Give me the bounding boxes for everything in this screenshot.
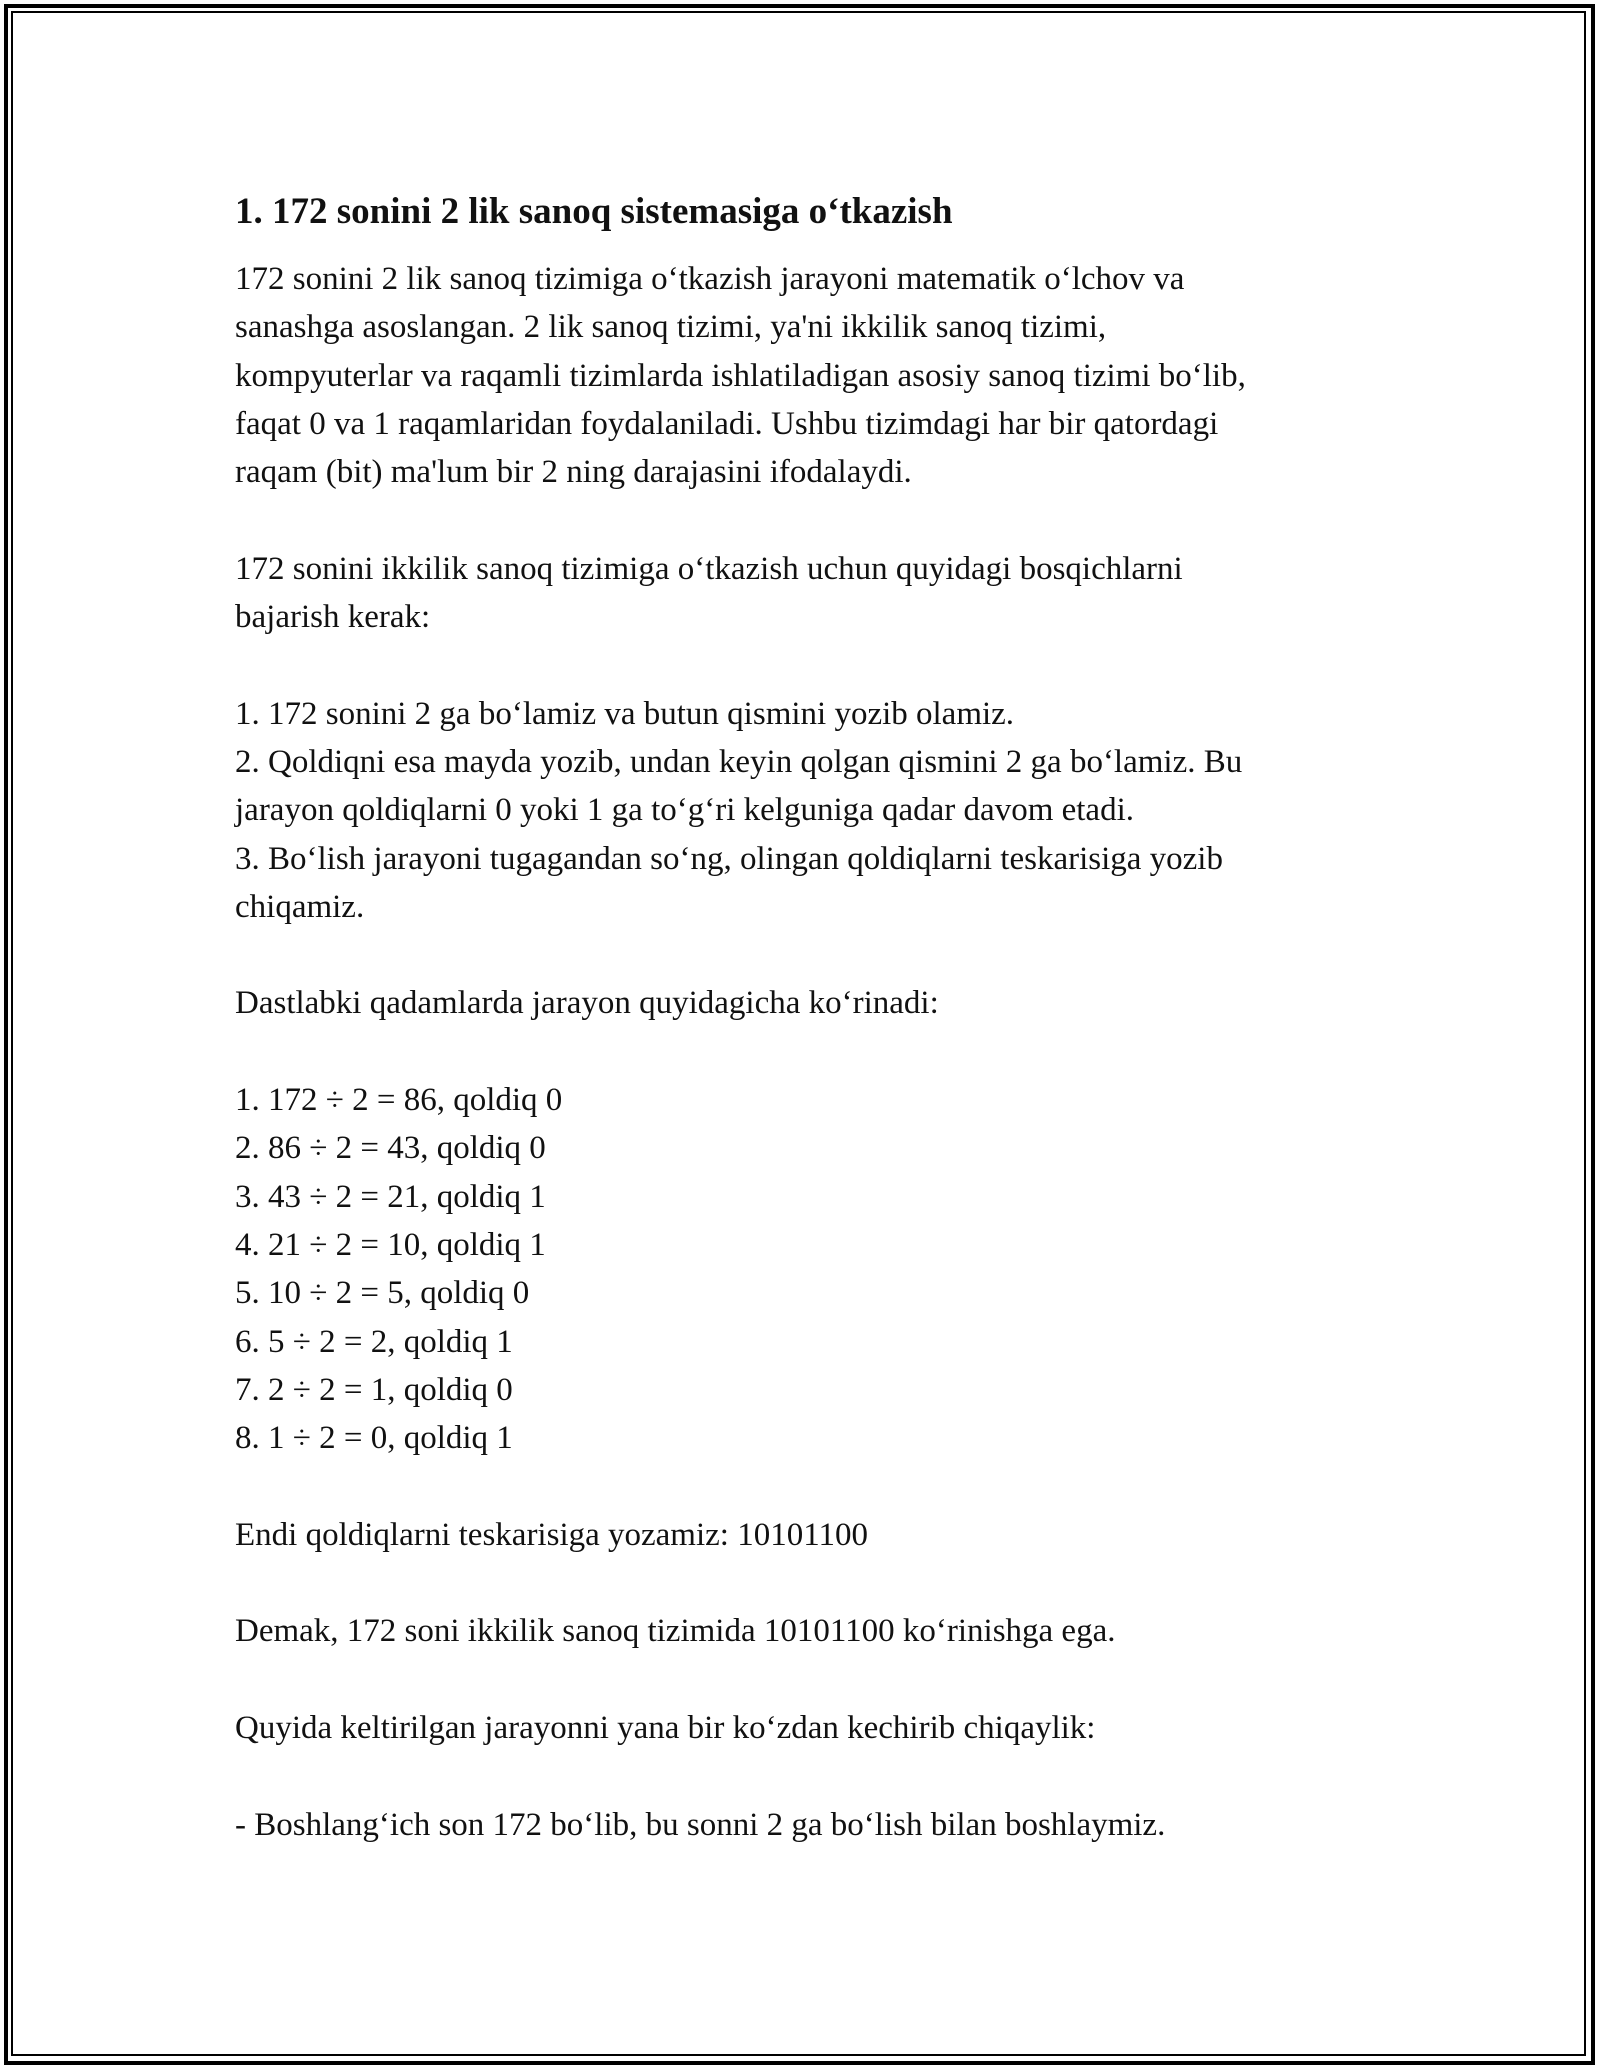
intro-line: kompyuterlar va raqamli tizimlarda ishlatiladigan asosiy sanoq tizimi bo‘lib, <box>235 357 1246 394</box>
steps-intro-line: bajarish kerak: <box>235 599 431 636</box>
intro-line: 172 sonini 2 lik sanoq tizimiga o‘tkazish jarayoni matematik o‘lchov va <box>235 261 1185 297</box>
process-intro: Dastlabki qadamlarda jarayon quyidagicha ko‘rinadi: <box>235 985 939 1022</box>
steps-intro-paragraph <box>235 545 1365 642</box>
division-step: 1. 172 ÷ 2 = 86, qoldiq 0 <box>235 1082 563 1119</box>
division-step: 5. 10 ÷ 2 = 5, qoldiq 0 <box>235 1275 530 1312</box>
intro-paragraph <box>235 255 1365 496</box>
steps-line: jarayon qoldiqlarni 0 yoki 1 ga to‘g‘ri kelguniga qadar davom etadi. <box>235 792 1134 829</box>
intro-line: faqat 0 va 1 raqamlaridan foydalaniladi. Ushbu tizimdagi har bir qatordagi <box>235 405 1219 442</box>
division-step: 2. 86 ÷ 2 = 43, qoldiq 0 <box>235 1130 546 1167</box>
steps-line: chiqamiz. <box>235 888 365 925</box>
steps-intro-line: 172 sonini ikkilik sanoq tizimiga o‘tkazish uchun quyidagi bosqichlarni <box>235 550 1183 587</box>
steps-line: 3. Bo‘lish jarayoni tugagandan so‘ng, olingan qoldiqlarni teskarisiga yozib <box>235 840 1223 877</box>
section-title: 1. 172 sonini 2 lik sanoq sistemasiga o‘tkazish <box>235 191 953 232</box>
division-step: 8. 1 ÷ 2 = 0, qoldiq 1 <box>235 1420 513 1457</box>
steps-line: 2. Qoldiqni esa mayda yozib, undan keyin qolgan qismini 2 ga bo‘lamiz. Bu <box>235 743 1243 780</box>
division-list <box>235 1076 1365 1462</box>
document-page <box>235 186 1365 1849</box>
steps-list <box>235 690 1365 931</box>
reverse-result: Endi qoldiqlarni teskarisiga yozamiz: 10101100 <box>235 1516 868 1553</box>
steps-line: 1. 172 sonini 2 ga bo‘lamiz va butun qismini yozib olamiz. <box>235 695 1015 732</box>
division-step: 6. 5 ÷ 2 = 2, qoldiq 1 <box>235 1323 513 1360</box>
intro-line: raqam (bit) ma'lum bir 2 ning darajasini ifodalaydi. <box>235 454 912 491</box>
intro-line: sanashga asoslangan. 2 lik sanoq tizimi, ya'ni ikkilik sanoq tizimi, <box>235 309 1107 346</box>
conclusion: Demak, 172 soni ikkilik sanoq tizimida 10101100 ko‘rinishga ega. <box>235 1613 1116 1650</box>
division-step: 7. 2 ÷ 2 = 1, qoldiq 0 <box>235 1371 513 1408</box>
division-step: 3. 43 ÷ 2 = 21, qoldiq 1 <box>235 1178 546 1215</box>
division-step: 4. 21 ÷ 2 = 10, qoldiq 1 <box>235 1226 546 1263</box>
bullet-item: - Boshlang‘ich son 172 bo‘lib, bu sonni 2 ga bo‘lish bilan boshlaymiz. <box>235 1806 1166 1843</box>
review-intro: Quyida keltirilgan jarayonni yana bir ko‘zdan kechirib chiqaylik: <box>235 1709 1096 1746</box>
